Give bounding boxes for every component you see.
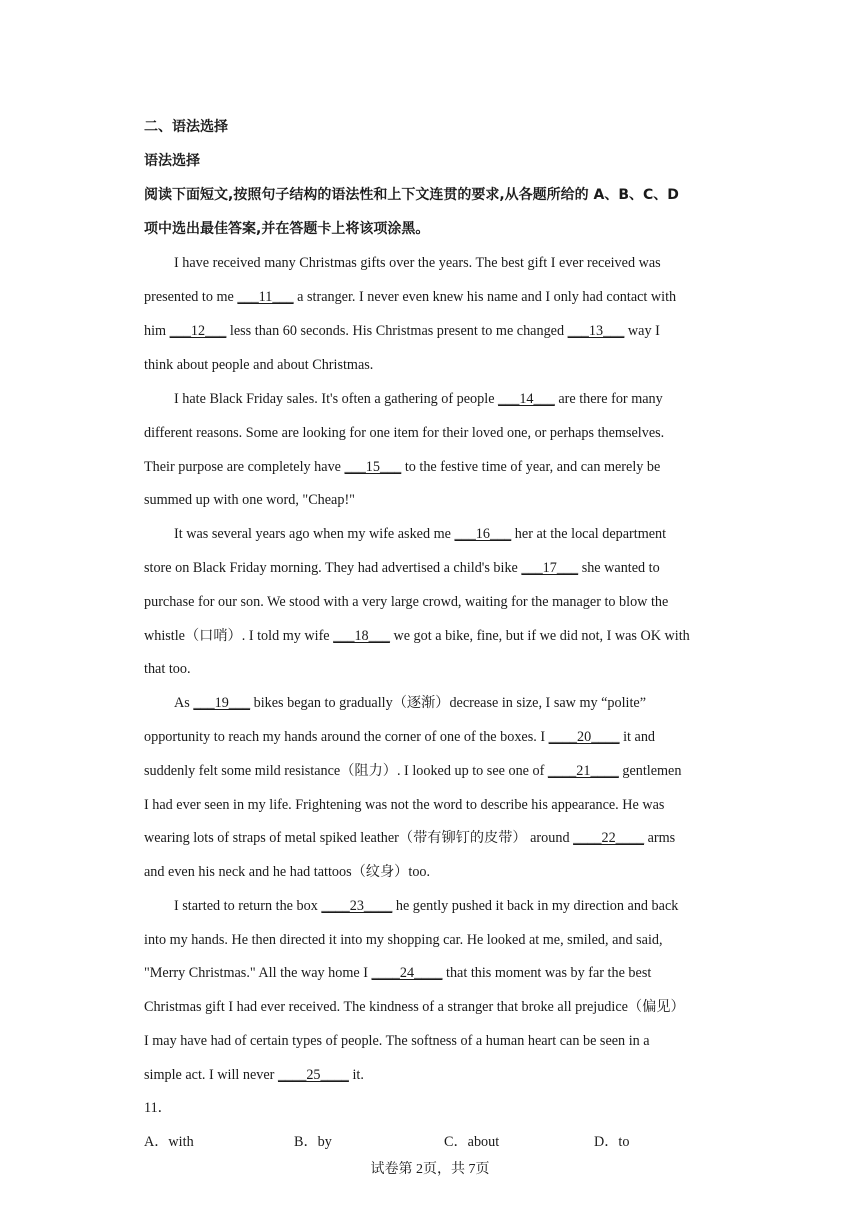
p1-line-1: I have received many Christmas gifts over the years. The best gift I ever received was: [174, 255, 661, 271]
p2-line-4: summed up with one word, "Cheap!": [144, 492, 355, 508]
p4-line-1: As ___19___ bikes began to gradually（逐渐）decrease in size, I saw my “polite”: [174, 695, 647, 711]
question-number: 11．: [144, 1100, 172, 1116]
blank-14: ___14___: [498, 391, 555, 407]
p4-line-4: I had ever seen in my life. Frightening was not the word to describe his appearance. He was: [144, 797, 665, 813]
page-footer: 试卷第 2页，共 7页: [370, 1162, 490, 1177]
option-b[interactable]: B．by: [294, 1134, 332, 1150]
p2-line-2: different reasons. Some are looking for one item for their loved one, or perhaps themselves.: [144, 425, 665, 441]
p3-line-1: It was several years ago when my wife asked me ___16___ her at the local department: [174, 526, 667, 542]
blank-17: ___17___: [521, 560, 579, 576]
blank-11: ___11___: [237, 289, 294, 305]
p1-line-2: presented to me ___11___ a stranger. I never even knew his name and I only had contact with: [144, 289, 677, 305]
p3-line-4: whistle（口哨）. I told my wife ___18___ we got a bike, fine, but if we did not, I was OK with: [144, 628, 690, 644]
p4-line-2: opportunity to reach my hands around the corner of one of the boxes. I ____20____ it and: [144, 729, 656, 745]
p2-line-3: Their purpose are completely have ___15___ to the festive time of year, and can merely be: [144, 459, 661, 475]
option-d[interactable]: D．to: [594, 1134, 630, 1150]
p5-line-6: simple act. I will never ____25____ it.: [144, 1067, 364, 1083]
option-a[interactable]: A．with: [144, 1134, 194, 1150]
p5-line-5: I may have had of certain types of people. The softness of a human heart can be seen in a: [144, 1033, 650, 1049]
blank-20: ____20____: [548, 729, 620, 745]
p1-line-4: think about people and about Christmas.: [144, 357, 374, 373]
instruction-line-1: 阅读下面短文,按照句子结构的语法性和上下文连贯的要求,从各题所给的 A、B、C、D: [144, 187, 679, 203]
p5-line-4: Christmas gift I had ever received. The kindness of a stranger that broke all prejudice（偏见）: [144, 999, 685, 1015]
blank-12: ___12___: [169, 323, 227, 339]
blank-24: ____24____: [371, 965, 443, 981]
p3-line-2: store on Black Friday morning. They had advertised a child's bike ___17___ she wanted to: [144, 560, 660, 576]
blank-18: ___18___: [333, 628, 390, 644]
instruction-line-2: 项中选出最佳答案,并在答题卡上将该项涂黑。: [144, 221, 430, 237]
blank-19: ___19___: [193, 695, 251, 711]
blank-21: ____21____: [547, 763, 619, 779]
p4-line-6: and even his neck and he had tattoos（纹身）too.: [144, 864, 431, 880]
section-heading: 二、语法选择: [144, 119, 228, 135]
p5-line-1: I started to return the box ____23____ he gently pushed it back in my direction and back: [174, 898, 679, 914]
blank-23: ____23____: [321, 898, 393, 914]
p4-line-3: suddenly felt some mild resistance（阻力）. I looked up to see one of ____21____ gentlemen: [144, 763, 682, 779]
option-c[interactable]: C．about: [444, 1134, 500, 1150]
p3-line-3: purchase for our son. We stood with a very large crowd, waiting for the manager to blow the: [144, 594, 669, 610]
blank-25: ____25____: [277, 1067, 349, 1083]
p3-line-5: that too.: [144, 661, 191, 677]
blank-13: ___13___: [567, 323, 625, 339]
p2-line-1: I hate Black Friday sales. It's often a gathering of people ___14___ are there for many: [174, 391, 663, 407]
p1-line-3: him ___12___ less than 60 seconds. His Christmas present to me changed ___13___ way I: [144, 323, 660, 339]
section-subheading: 语法选择: [144, 153, 200, 169]
p4-line-5: wearing lots of straps of metal spiked leather（带有铆钉的皮带） around ____22____ arms: [144, 830, 676, 846]
p5-line-3: "Merry Christmas." All the way home I ____24____ that this moment was by far the best: [144, 965, 652, 981]
blank-22: ____22____: [573, 830, 645, 846]
blank-16: ___16___: [454, 526, 512, 542]
p5-line-2: into my hands. He then directed it into my shopping car. He looked at me, smiled, and said,: [144, 932, 663, 948]
blank-15: ___15___: [344, 459, 402, 475]
